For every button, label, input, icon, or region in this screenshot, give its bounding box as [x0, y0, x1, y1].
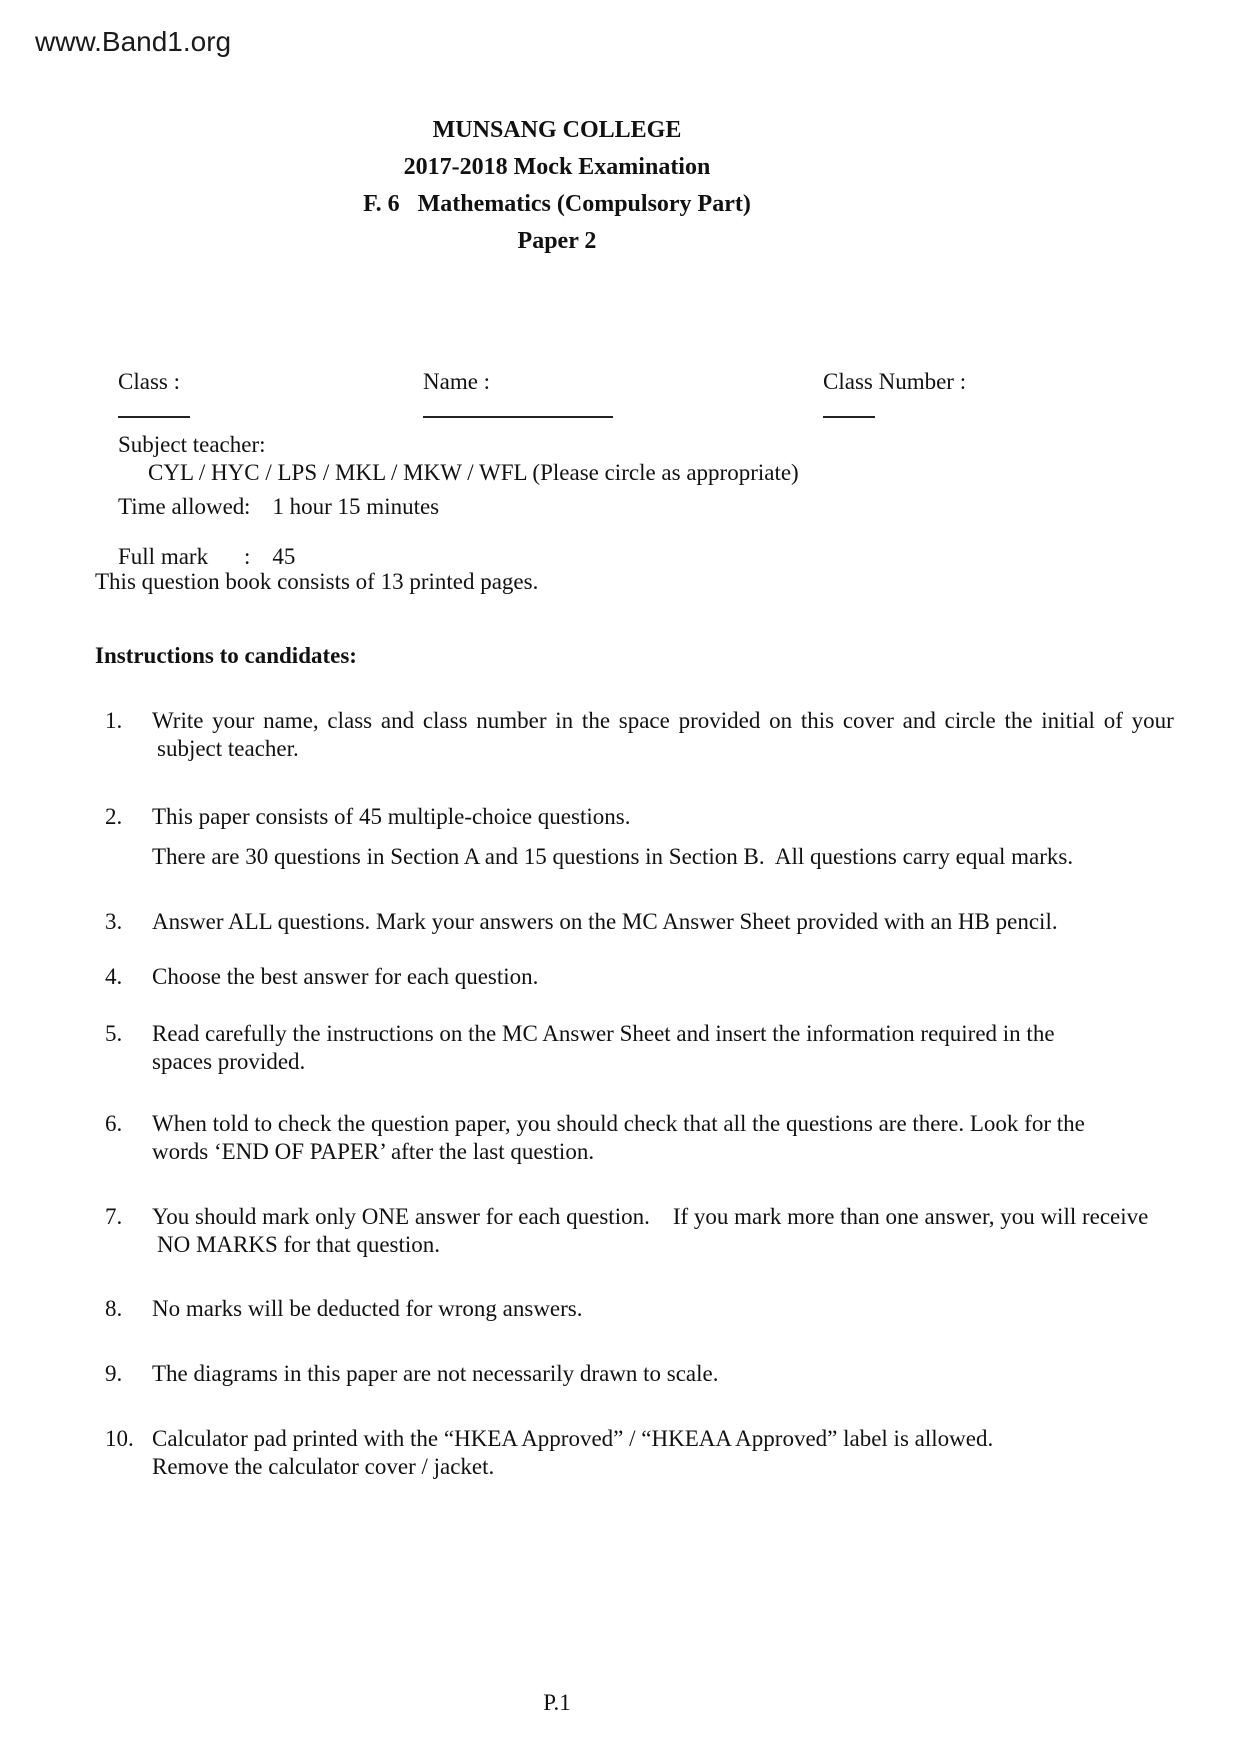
instruction-item-8 [105, 1295, 1165, 1323]
instruction-item-4 [105, 963, 1165, 991]
page-count-note: This question book consists of 13 printed pages. [95, 569, 539, 594]
exam-header [0, 112, 1114, 260]
paper-number: Paper 2 [517, 228, 597, 254]
instruction-text-line: words ‘END OF PAPER’ after the last question. [152, 1139, 595, 1164]
instruction-number: 7. [105, 1204, 123, 1229]
time-allowed-value: 1 hour 15 minutes [272, 494, 440, 519]
instruction-number: 4. [105, 964, 123, 989]
school-name: MUNSANG COLLEGE [432, 117, 682, 143]
instruction-number: 3. [105, 909, 123, 934]
exam-title: 2017-2018 Mock Examination [403, 154, 711, 180]
instructions-heading: Instructions to candidates: [95, 643, 357, 668]
instruction-text-line: Answer ALL questions. Mark your answers on the MC Answer Sheet provided with an HB pencil. [152, 909, 1058, 934]
full-mark-label: Full mark [118, 544, 209, 569]
instruction-text-line: spaces provided. [152, 1049, 306, 1074]
instruction-number: 10. [105, 1426, 134, 1451]
time-allowed-colon: : [244, 494, 251, 519]
instruction-item-3 [105, 908, 1165, 936]
instruction-text-line: Choose the best answer for each question. [152, 964, 539, 989]
instruction-item-1 [105, 707, 1174, 763]
time-allowed-label: Time allowed [118, 494, 245, 519]
instruction-text-line: This paper consists of 45 multiple-choice questions. [152, 804, 631, 829]
instruction-item-5 [105, 1020, 1165, 1076]
full-mark-colon: : [244, 544, 251, 569]
watermark-url: www.Band1.org [35, 26, 232, 57]
instruction-item-10 [105, 1425, 1165, 1481]
class-number-label: Class Number : [823, 369, 967, 394]
instruction-number: 9. [105, 1361, 123, 1386]
instruction-text-line: NO MARKS for that question. [157, 1232, 441, 1257]
instruction-number: 2. [105, 804, 123, 829]
instruction-text-line: The diagrams in this paper are not necessarily drawn to scale. [152, 1361, 719, 1386]
instruction-text-line: You should mark only ONE answer for each question. If you mark more than one answer, you will receive [152, 1204, 1149, 1229]
instruction-text-line: No marks will be deducted for wrong answers. [152, 1296, 583, 1321]
class-number-blank-line [823, 396, 875, 418]
class-label: Class : [118, 369, 180, 394]
page-number: P.1 [543, 1690, 571, 1715]
name-label: Name : [423, 369, 491, 394]
instruction-number: 5. [105, 1021, 123, 1046]
subject-teacher-label: Subject teacher: [118, 432, 266, 457]
instruction-text-line: There are 30 questions in Section A and 15 questions in Section B. All questions carry equal marks. [152, 844, 1074, 869]
instruction-text-line: Write your name, class and class number in the space provided on this cover and circle the initial of your [152, 708, 1174, 733]
instruction-text-line: Calculator pad printed with the “HKEA Approved” / “HKEAA Approved” label is allowed. [152, 1426, 994, 1451]
full-mark-value: 45 [272, 544, 296, 569]
instruction-number: 6. [105, 1111, 123, 1136]
subject-teacher-value: CYL / HYC / LPS / MKL / MKW / WFL (Please circle as appropriate) [148, 460, 799, 485]
instruction-item-6 [105, 1110, 1165, 1166]
instruction-item-2 [105, 803, 1165, 871]
instruction-text-line: When told to check the question paper, you should check that all the questions are there. Look for the [152, 1111, 1085, 1136]
instruction-item-9 [105, 1360, 1165, 1388]
instruction-number: 8. [105, 1296, 123, 1321]
instruction-number: 1. [105, 708, 123, 733]
subject-title: F. 6 Mathematics (Compulsory Part) [363, 191, 751, 217]
instruction-item-7 [105, 1203, 1165, 1259]
class-number-field [800, 340, 966, 453]
instruction-text-line: Remove the calculator cover / jacket. [152, 1454, 495, 1479]
instruction-text-line: Read carefully the instructions on the MC Answer Sheet and insert the information required in the [152, 1021, 1055, 1046]
instruction-text-line: subject teacher. [157, 736, 299, 761]
